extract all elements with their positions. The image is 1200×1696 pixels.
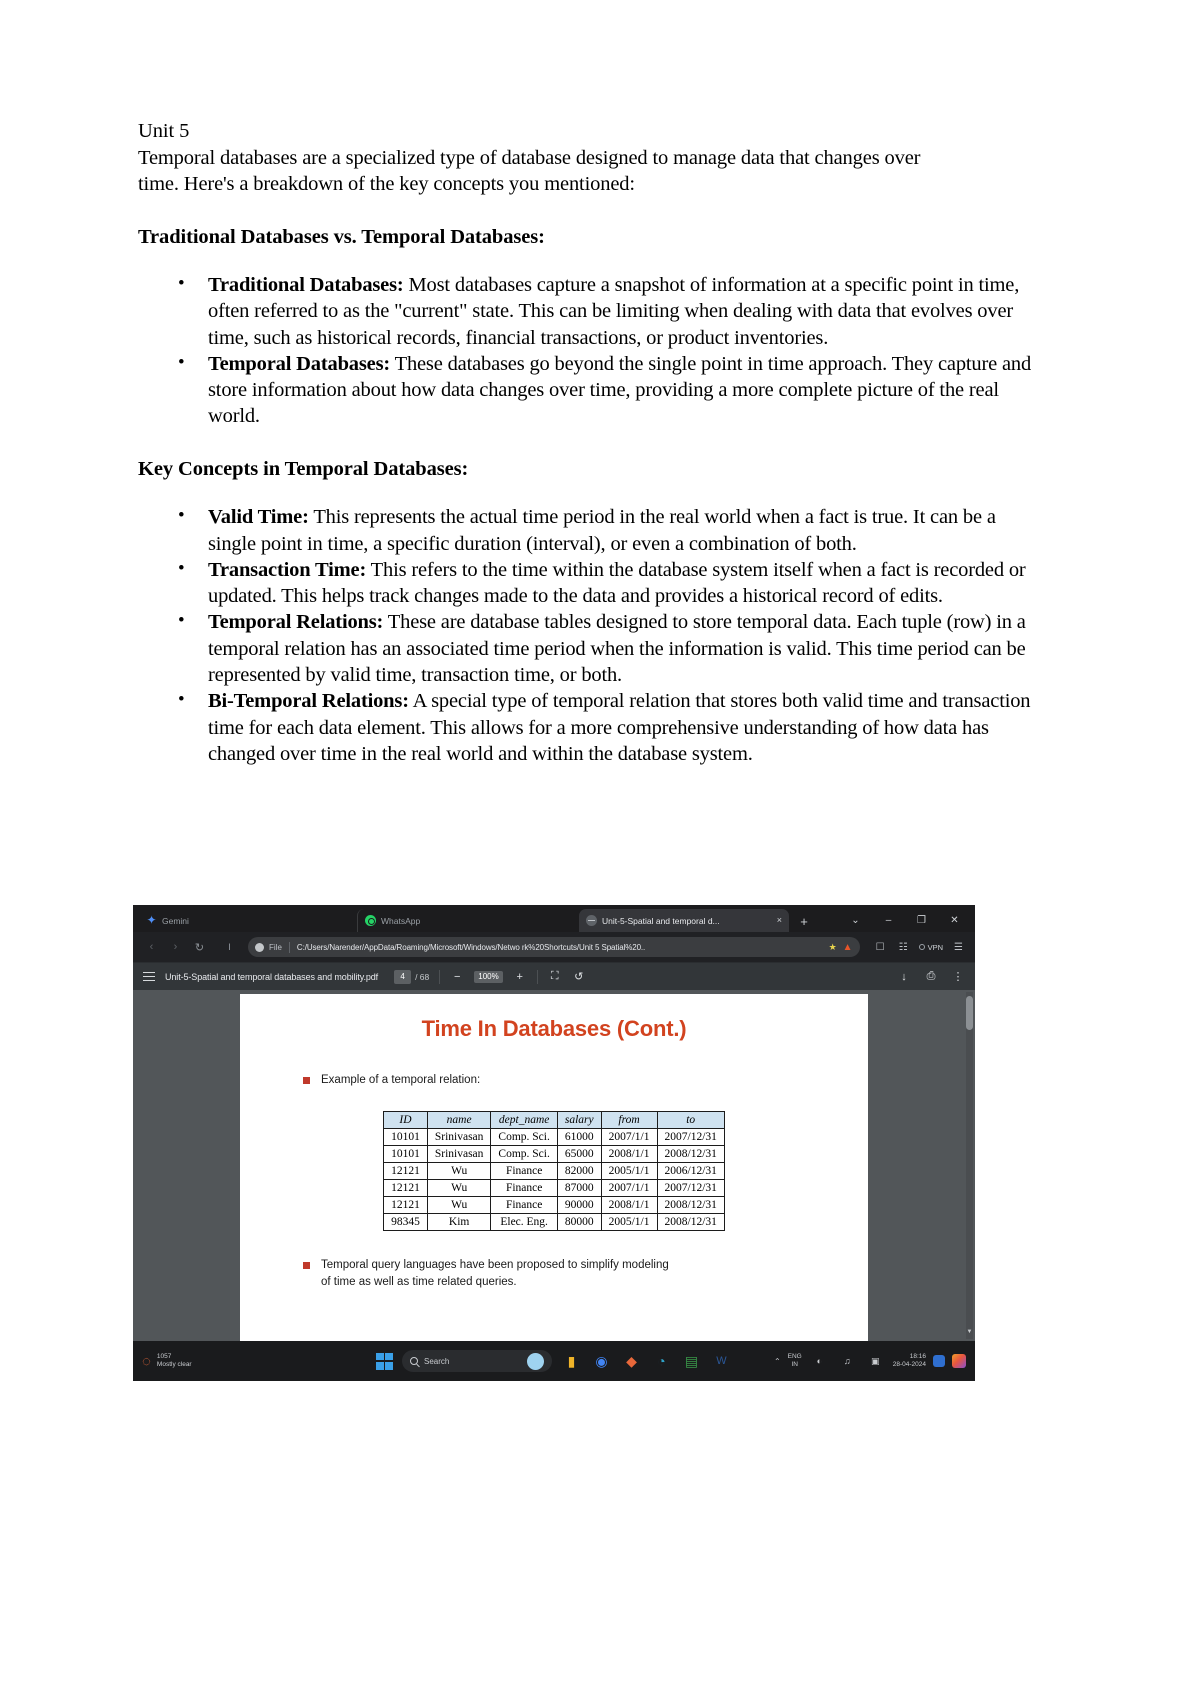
gemini-sparkle-icon: ✦	[146, 913, 157, 927]
cell-dept-name: Finance	[491, 1163, 557, 1180]
pdf-menu-icon[interactable]	[143, 972, 155, 981]
word-icon[interactable]: W	[716, 1355, 727, 1367]
tray-expand-chevron-icon[interactable]: ⌃	[773, 1356, 781, 1366]
cell-dept-name: Comp. Sci.	[491, 1129, 557, 1146]
browser-address-bar	[133, 932, 975, 962]
vpn-button[interactable]	[919, 943, 943, 952]
list-item	[208, 351, 1038, 430]
list-item	[208, 272, 1038, 351]
close-button[interactable]: ✕	[950, 915, 959, 926]
cell-id: 98345	[384, 1214, 428, 1231]
cell-id: 12121	[384, 1197, 428, 1214]
print-icon[interactable]: ⎙	[926, 970, 936, 982]
cell-dept-name: Comp. Sci.	[491, 1146, 557, 1163]
url-text: C:/Users/Narender/AppData/Roaming/Microsoft/Windows/Netwo rk%20Shortcuts/Unit 5 Spatial%20..	[296, 942, 646, 952]
page-total-label: / 68	[415, 971, 430, 982]
battery-icon[interactable]: ▣	[870, 1355, 880, 1366]
bullet-term: Temporal Databases:	[208, 352, 391, 375]
cell-from: 2008/1/1	[601, 1146, 657, 1163]
cell-name: Wu	[427, 1180, 491, 1197]
tab-close-icon[interactable]: ×	[776, 915, 782, 925]
minimize-button[interactable]: –	[885, 915, 892, 926]
tab-label: WhatsApp	[381, 915, 421, 926]
cell-salary: 82000	[557, 1163, 601, 1180]
maximize-button[interactable]: ❐	[917, 915, 926, 926]
notification-bell-icon[interactable]	[933, 1355, 945, 1367]
bullet-text: This refers to the time within the database system itself when a fact is recorded or updated. This helps track changes made to the data and provides a historical record of edits.	[208, 558, 1026, 608]
table-header-row	[384, 1112, 725, 1129]
zoom-out-button[interactable]: −	[454, 970, 461, 983]
cell-name: Srinivasan	[427, 1129, 491, 1146]
cell-salary: 90000	[557, 1197, 601, 1214]
table-row	[384, 1163, 725, 1180]
file-explorer-icon[interactable]: ▮	[567, 1352, 576, 1369]
omnibox-divider	[289, 942, 290, 953]
cell-name: Wu	[427, 1197, 491, 1214]
taskbar-clock[interactable]	[893, 1353, 926, 1370]
copilot-icon[interactable]	[952, 1354, 966, 1368]
cell-from: 2007/1/1	[601, 1129, 657, 1146]
square-bullet-icon	[303, 1077, 310, 1084]
embedded-browser-screenshot	[133, 905, 975, 1381]
column-header-from: from	[601, 1112, 657, 1129]
bullet-term: Temporal Relations:	[208, 611, 384, 634]
cell-salary: 80000	[557, 1214, 601, 1231]
taskbar-system-tray	[774, 1351, 966, 1372]
bullet-text: These are database tables designed to store temporal data. Each tuple (row) in a temporal relation has an associated time period when the information is valid. This time period can be represented by valid time, transaction time, or both.	[208, 611, 1026, 687]
taskbar-search-box[interactable]	[402, 1350, 552, 1372]
column-header-salary: salary	[557, 1112, 601, 1129]
table-row	[384, 1214, 725, 1231]
url-omnibox[interactable]	[248, 937, 860, 957]
rotate-icon[interactable]: ↺	[574, 971, 584, 983]
bullet-term: Traditional Databases:	[208, 274, 404, 296]
vpn-status-icon	[919, 944, 925, 950]
table-row	[384, 1146, 725, 1163]
bullet-term: Valid Time:	[208, 506, 309, 529]
volume-icon[interactable]: ♫	[843, 1356, 851, 1366]
column-header-id: ID	[384, 1112, 428, 1129]
cell-from: 2007/1/1	[601, 1180, 657, 1197]
wifi-icon[interactable]: ◐	[816, 1356, 822, 1366]
browser-tab-pdf-active[interactable]	[579, 909, 789, 932]
table-row	[384, 1197, 725, 1214]
clock-date: 28-04-2024	[892, 1361, 926, 1368]
taskbar-center-group	[376, 1350, 732, 1372]
document-intro-paragraph: Temporal databases are a specialized type of database designed to manage data that changes over time. Here's a breakdown of the key concepts you mentioned:	[138, 146, 921, 195]
search-placeholder: Search	[424, 1356, 450, 1366]
cell-name: Srinivasan	[427, 1146, 491, 1163]
table-row	[384, 1129, 725, 1146]
bullet-term: Bi-Temporal Relations:	[208, 690, 409, 713]
page-number-input[interactable]	[394, 970, 411, 984]
cell-dept-name: Finance	[491, 1197, 557, 1214]
slide-bullet-text: Example of a temporal relation:	[321, 1074, 481, 1086]
slide-title: Time In Databases (Cont.)	[421, 1016, 687, 1041]
whatsapp-icon	[365, 915, 376, 926]
zoom-level-value[interactable]: 100%	[474, 971, 502, 983]
pdf-globe-icon	[586, 915, 597, 926]
pdf-filename: Unit-5-Spatial and temporal databases and mobility.pdf	[165, 971, 379, 982]
heading-key-concepts: Key Concepts in Temporal Databases:	[138, 457, 469, 480]
clock-time: 18:16	[909, 1352, 926, 1360]
reload-icon[interactable]: ↻	[194, 941, 205, 954]
table-row	[384, 1180, 725, 1197]
cell-id: 10101	[384, 1146, 428, 1163]
sidebar-icon[interactable]: ☐	[875, 941, 885, 953]
browser-tab-gemini[interactable]	[139, 909, 357, 932]
taskbar-weather-widget[interactable]	[142, 1353, 382, 1370]
lightbulb-icon[interactable]: ★	[828, 941, 837, 952]
pdf-scrollbar-thumb[interactable]	[966, 996, 973, 1030]
column-header-name: name	[427, 1112, 491, 1129]
page-number-group	[394, 970, 429, 984]
brave-icon: ◌	[142, 1352, 151, 1370]
scroll-down-arrow-icon[interactable]: ▼	[966, 1329, 973, 1335]
vpn-label: VPN	[927, 942, 943, 952]
cell-to: 2008/12/31	[657, 1197, 724, 1214]
cell-to: 2006/12/31	[657, 1163, 724, 1180]
browser-tab-whatsapp[interactable]	[357, 909, 579, 932]
language-line2: IN	[791, 1361, 798, 1368]
new-tab-button[interactable]: +	[800, 913, 808, 929]
notepad-icon[interactable]: ▤	[684, 1352, 699, 1369]
cell-dept-name: Finance	[491, 1180, 557, 1197]
cell-salary: 65000	[557, 1146, 601, 1163]
slide-bullet-2	[303, 1257, 838, 1291]
cell-from: 2005/1/1	[601, 1163, 657, 1180]
list-item	[208, 688, 1038, 767]
windows-start-button[interactable]	[376, 1353, 393, 1370]
edge-icon[interactable]: ◔	[657, 1353, 666, 1369]
toolbar-divider	[537, 970, 538, 984]
search-icon	[410, 1357, 418, 1365]
cell-to: 2007/12/31	[657, 1180, 724, 1197]
list-item	[208, 557, 1038, 610]
weather-temp: 1057	[156, 1353, 172, 1360]
cell-from: 2008/1/1	[601, 1197, 657, 1214]
column-header-to: to	[657, 1112, 724, 1129]
tab-label: Gemini	[162, 915, 189, 926]
language-indicator[interactable]	[788, 1353, 802, 1369]
temporal-relation-table	[383, 1111, 725, 1231]
pdf-viewer-toolbar	[133, 962, 975, 990]
cell-to: 2008/12/31	[657, 1214, 724, 1231]
browser-tab-strip	[133, 905, 975, 932]
cell-name: Wu	[427, 1163, 491, 1180]
square-bullet-icon	[303, 1262, 310, 1269]
slide-bullet-text-line1: Temporal query languages have been proposed to simplify modeling	[321, 1259, 669, 1271]
cell-from: 2005/1/1	[601, 1214, 657, 1231]
hamburger-menu-icon[interactable]: ☰	[954, 941, 963, 953]
bullet-text: Most databases capture a snapshot of information at a specific point in time, often referred to as the "current" state. This can be limiting when dealing with data that evolves over time, such as historical records, financial transactions, or product inventories.	[208, 274, 1020, 349]
url-scheme-label: File	[269, 942, 282, 952]
bullet-list-section-2	[138, 504, 1038, 767]
list-item	[208, 504, 1038, 557]
pdf-scrollbar-track[interactable]	[966, 992, 973, 1339]
weather-desc: Mostly clear	[156, 1361, 192, 1368]
bullet-list-section-1	[138, 272, 1038, 430]
pdf-page-content	[240, 994, 868, 1341]
back-icon[interactable]: ‹	[149, 941, 154, 953]
cell-dept-name: Elec. Eng.	[491, 1214, 557, 1231]
cell-id: 10101	[384, 1129, 428, 1146]
fit-page-icon[interactable]: ⛶	[550, 970, 559, 982]
file-protocol-icon	[255, 943, 264, 952]
bullet-text: A special type of temporal relation that stores both valid time and transaction time for each data element. This allows for a more comprehensive understanding of how data has changed over time in the real world and within the database system.	[208, 690, 1031, 765]
bullet-text: These databases go beyond the single point in time approach. They capture and store information about how data changes over time, providing a more complete picture of the real world.	[208, 352, 1032, 428]
column-header-dept-name: dept_name	[491, 1112, 557, 1129]
bullet-text: This represents the actual time period in the real world when a fact is true. It can be a single point in time, a specific duration (interval), or even a combination of both.	[208, 506, 996, 555]
wallet-icon[interactable]: ☷	[898, 941, 908, 953]
download-icon[interactable]: ↓	[901, 970, 907, 983]
browser-toolbar-right	[873, 940, 966, 955]
vertical-tabs-chevron-icon[interactable]: ⌄	[851, 915, 860, 926]
zoom-in-button[interactable]: +	[516, 970, 523, 983]
chrome-icon[interactable]: ◉	[595, 1352, 608, 1369]
cell-salary: 61000	[557, 1129, 601, 1146]
cell-id: 12121	[384, 1180, 428, 1197]
bullet-term: Transaction Time:	[208, 558, 367, 581]
heading-traditional-vs-temporal: Traditional Databases vs. Temporal Databases:	[138, 225, 545, 248]
more-vertical-icon[interactable]: ⋮	[952, 971, 964, 983]
copilot-avatar-icon[interactable]	[527, 1353, 544, 1370]
slide-bullet-1	[303, 1072, 838, 1089]
cell-salary: 87000	[557, 1180, 601, 1197]
cell-to: 2008/12/31	[657, 1146, 724, 1163]
cell-id: 12121	[384, 1163, 428, 1180]
pdf-viewer-area	[133, 990, 975, 1341]
language-line1: ENG	[787, 1353, 802, 1360]
brave-icon[interactable]: ◆	[626, 1352, 637, 1369]
cell-name: Kim	[427, 1214, 491, 1231]
slide-bullet-text-line2: of time as well as time related queries.	[321, 1276, 517, 1288]
tab-label: Unit-5-Spatial and temporal d...	[602, 915, 720, 926]
brave-shields-icon[interactable]: ▲	[842, 941, 853, 953]
split-view-icon[interactable]: ⏽	[225, 941, 234, 953]
toolbar-divider	[439, 970, 440, 984]
forward-icon[interactable]: ›	[173, 941, 178, 953]
window-controls	[839, 909, 971, 932]
pdf-toolbar-right	[897, 970, 965, 984]
cell-to: 2007/12/31	[657, 1129, 724, 1146]
document-title: Unit 5	[138, 120, 190, 142]
list-item	[208, 609, 1038, 688]
windows-taskbar	[133, 1341, 975, 1381]
